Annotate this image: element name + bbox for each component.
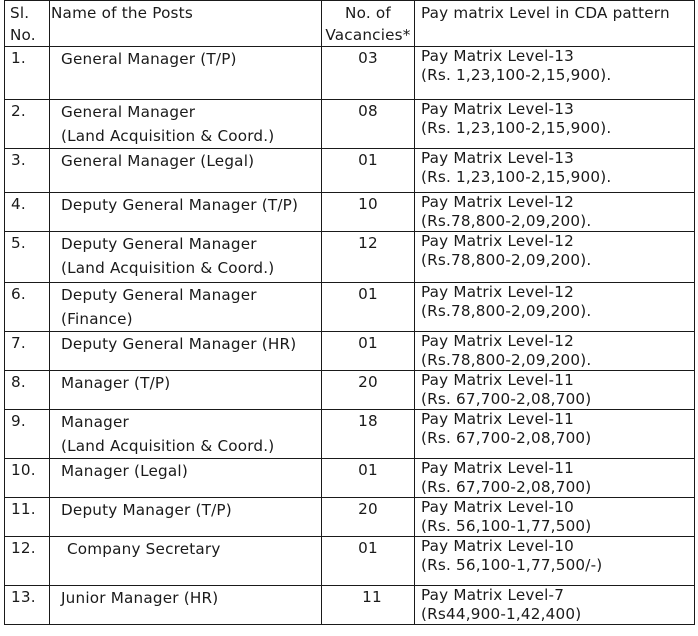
cell-sl: 4. [5,193,50,232]
cell-sl: 10. [5,459,50,498]
vacancy-table [4,0,695,625]
cell-sl: 7. [5,332,50,371]
pay-range: (Rs.78,800-2,09,200). [421,302,592,320]
cell-sl: 2. [5,100,50,149]
cell-pay-matrix [415,332,695,371]
post-name-line1: Deputy Manager (T/P) [61,501,232,519]
cell-post-name [50,498,322,537]
post-name-line2: (Land Acquisition & Coord.) [61,259,275,277]
pay-level: Pay Matrix Level-11 [421,459,574,477]
pay-range: (Rs. 67,700-2,08,700) [421,429,592,447]
table-row [5,193,695,232]
header-vacancies [322,1,415,47]
cell-sl: 1. [5,47,50,100]
cell-vacancies: 20 [322,371,415,410]
cell-vacancies: 10 [322,193,415,232]
cell-pay-matrix [415,283,695,332]
cell-post-name [50,232,322,283]
cell-pay-matrix [415,586,695,625]
cell-sl: 3. [5,149,50,193]
cell-pay-matrix [415,47,695,100]
cell-post-name [50,283,322,332]
cell-post-name [50,586,322,625]
cell-pay-matrix [415,100,695,149]
table-header-row [5,1,695,47]
pay-level: Pay Matrix Level-11 [421,371,574,389]
table-row [5,498,695,537]
table-row [5,459,695,498]
post-name-line1: Deputy General Manager (HR) [61,335,297,353]
pay-range: (Rs. 56,100-1,77,500) [421,517,592,535]
pay-range: (Rs. 1,23,100-2,15,900). [421,66,612,84]
pay-range: (Rs. 1,23,100-2,15,900). [421,119,612,137]
post-name-line1: Manager [61,413,129,431]
post-name-line1: Deputy General Manager [61,286,257,304]
post-name-line1: Deputy General Manager [61,235,257,253]
cell-pay-matrix [415,498,695,537]
table-row [5,586,695,625]
cell-sl: 12. [5,537,50,586]
cell-post-name [50,100,322,149]
cell-post-name [50,371,322,410]
pay-level: Pay Matrix Level-13 [421,149,574,167]
cell-vacancies: 01 [322,283,415,332]
post-name-line1: Deputy General Manager (T/P) [61,196,299,214]
post-name-line1: Manager (T/P) [61,374,171,392]
header-vac-line2: Vacancies* [325,26,411,44]
cell-vacancies: 18 [322,410,415,459]
cell-pay-matrix [415,371,695,410]
header-sl-line2: No. [10,26,36,44]
table-row [5,537,695,586]
cell-post-name [50,193,322,232]
pay-level: Pay Matrix Level-12 [421,232,574,250]
table-row [5,232,695,283]
cell-vacancies: 12 [322,232,415,283]
pay-level: Pay Matrix Level-13 [421,100,574,118]
header-sl-line1: Sl. [10,4,30,22]
cell-post-name [50,459,322,498]
post-name-line2: (Land Acquisition & Coord.) [61,127,275,145]
cell-pay-matrix [415,410,695,459]
pay-range: (Rs. 56,100-1,77,500/-) [421,556,603,574]
pay-level: Pay Matrix Level-12 [421,283,574,301]
cell-pay-matrix [415,193,695,232]
header-name-text: Name of the Posts [51,4,193,22]
pay-level: Pay Matrix Level-13 [421,47,574,65]
cell-post-name [50,332,322,371]
post-name-line2: (Finance) [61,310,133,328]
table-row [5,47,695,100]
table-row [5,283,695,332]
cell-pay-matrix [415,149,695,193]
cell-post-name [50,410,322,459]
pay-level: Pay Matrix Level-10 [421,537,574,555]
table-row [5,100,695,149]
table-row [5,332,695,371]
pay-range: (Rs. 67,700-2,08,700) [421,478,592,496]
header-vac-line1: No. of [345,4,391,22]
pay-range: (Rs.78,800-2,09,200). [421,251,592,269]
table-row [5,371,695,410]
cell-vacancies: 20 [322,498,415,537]
cell-sl: 6. [5,283,50,332]
pay-level: Pay Matrix Level-10 [421,498,574,516]
cell-vacancies: 01 [322,149,415,193]
pay-range: (Rs44,900-1,42,400) [421,605,582,623]
cell-vacancies: 01 [322,332,415,371]
cell-pay-matrix [415,537,695,586]
cell-sl: 13. [5,586,50,625]
cell-pay-matrix [415,232,695,283]
pay-level: Pay Matrix Level-12 [421,332,574,350]
cell-vacancies: 11 [322,586,415,625]
pay-range: (Rs. 1,23,100-2,15,900). [421,168,612,186]
cell-sl: 9. [5,410,50,459]
pay-level: Pay Matrix Level-11 [421,410,574,428]
cell-post-name [50,537,322,586]
post-name-line1: General Manager (T/P) [61,50,237,68]
pay-level: Pay Matrix Level-7 [421,586,565,604]
cell-vacancies: 01 [322,537,415,586]
post-name-line1: Junior Manager (HR) [61,589,219,607]
cell-vacancies: 01 [322,459,415,498]
cell-sl: 5. [5,232,50,283]
post-name-line1: Company Secretary [67,540,221,558]
pay-range: (Rs.78,800-2,09,200). [421,351,592,369]
post-name-line2: (Land Acquisition & Coord.) [61,437,275,455]
post-name-line1: General Manager (Legal) [61,152,255,170]
table-row [5,149,695,193]
header-pay-matrix [415,1,695,47]
cell-sl: 8. [5,371,50,410]
table-row [5,410,695,459]
post-name-line1: Manager (Legal) [61,462,188,480]
cell-vacancies: 03 [322,47,415,100]
header-sl-no [5,1,50,47]
cell-vacancies: 08 [322,100,415,149]
pay-level: Pay Matrix Level-12 [421,193,574,211]
header-pay-text: Pay matrix Level in CDA pattern [421,4,670,22]
cell-pay-matrix [415,459,695,498]
cell-sl: 11. [5,498,50,537]
cell-post-name [50,47,322,100]
post-name-line1: General Manager [61,103,196,121]
cell-post-name [50,149,322,193]
header-post-name [50,1,322,47]
pay-range: (Rs. 67,700-2,08,700) [421,390,592,408]
pay-range: (Rs.78,800-2,09,200). [421,212,592,230]
